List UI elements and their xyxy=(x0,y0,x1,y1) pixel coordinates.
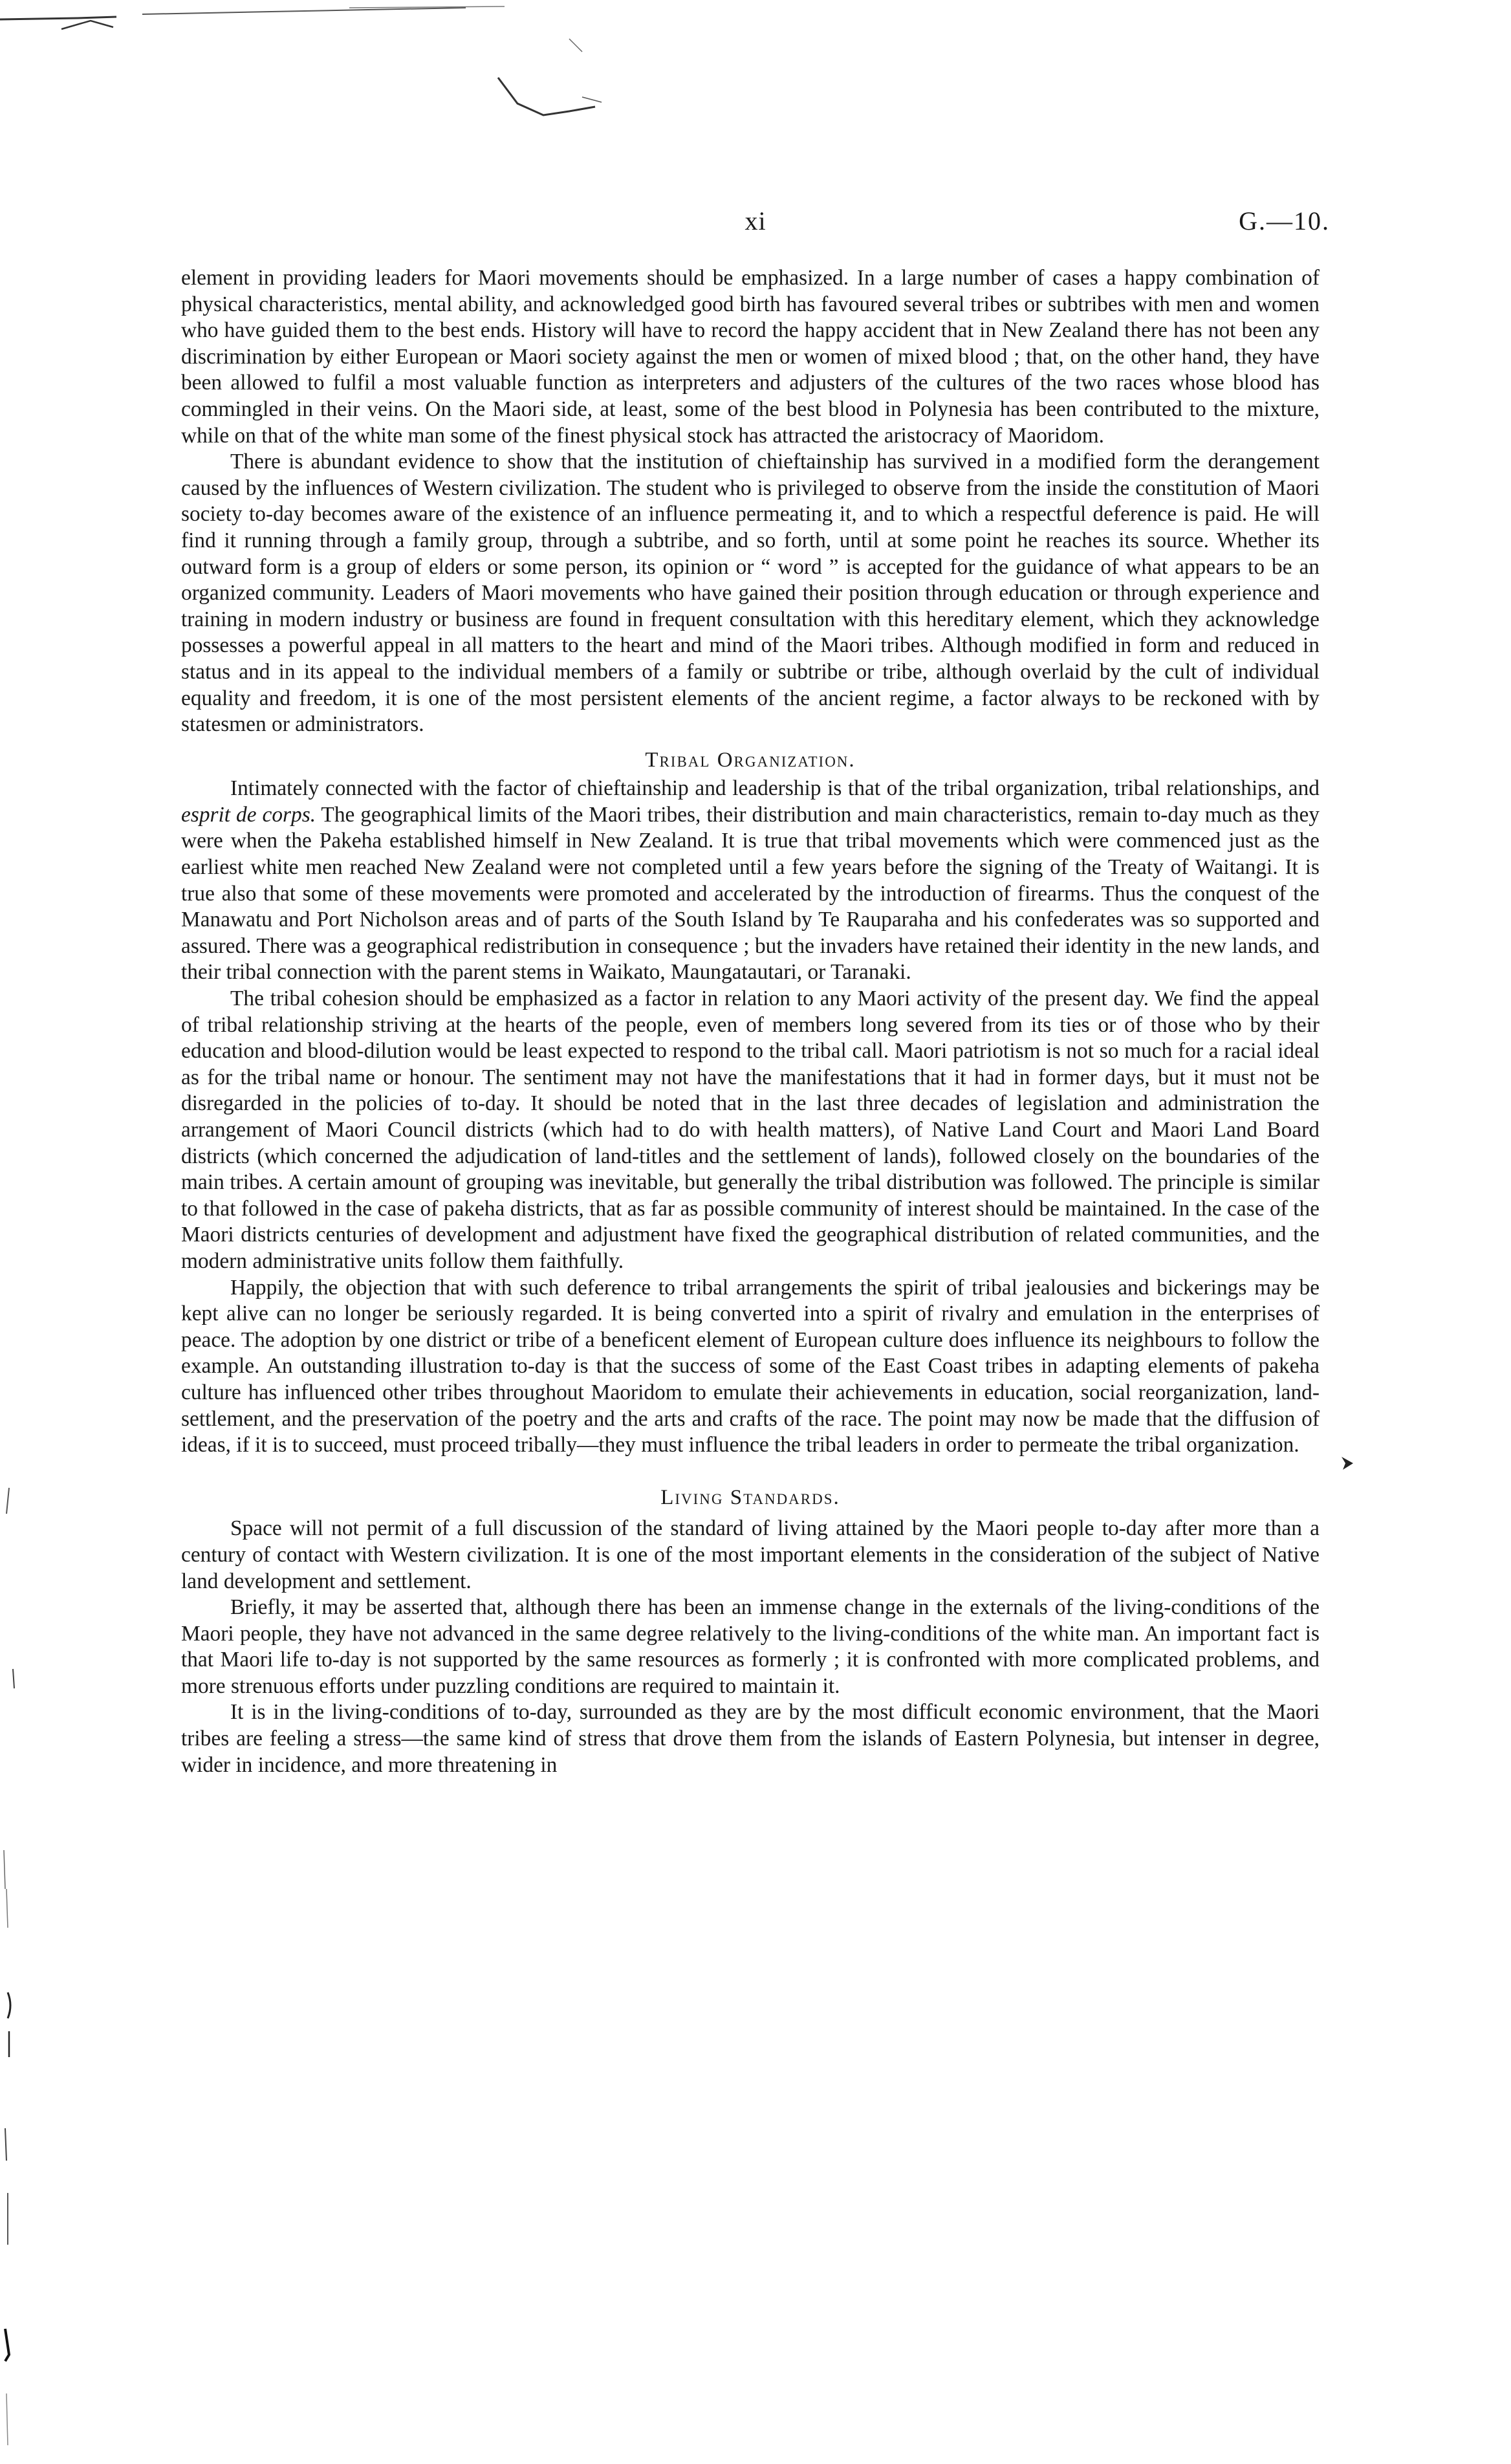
heading-living-standards: Living Standards. xyxy=(660,1485,840,1509)
heading-tribal-organization: Tribal Organization. xyxy=(645,748,856,772)
tribal-text-part-1: Intimately connected with the factor of chieftainship and leadership is that of the tribal organization, tribal relationships, and xyxy=(230,776,1320,801)
scan-artifact-marks xyxy=(0,0,1511,168)
left-margin-marks xyxy=(0,1475,26,2458)
paragraph-living-stress: It is in the living-conditions of to-day, surrounded as they are by the most difficult economic environment, that the Maori tribes are feeling a stress—the same kind of stress that drove them from the islands of Eastern Polynesia, but intenser in degree, wider in incidence, and more threatening in xyxy=(181,1700,1320,1777)
right-margin-arrow-mark xyxy=(1338,1454,1357,1474)
tribal-text-italic: esprit de corps. xyxy=(181,802,316,827)
page-number: xi xyxy=(745,206,766,235)
document-body xyxy=(181,265,1320,1778)
paragraph-tribal-rivalry: Happily, the objection that with such deference to tribal arrangements the spirit of tribal jealousies and bickerings may be kept alive can no longer be seriously regarded. It is being converted into a spirit of rivalry and emulation in the enterprises of peace. The adoption by one district or tribe of a beneficent element of European culture does influence its neighbours to follow the example. An outstanding illustration to-day is that the success of some of the East Coast tribes in adapting elements of pakeha culture has influenced other tribes throughout Maoridom to emulate their achievements in education, social reorganization, land-settlement, and the preservation of the poetry and the arts and crafts of the race. The point may now be made that the diffusion of ideas, if it is to succeed, must proceed tribally—they must influence the tribal leaders in order to permeate the tribal organization. xyxy=(181,1275,1320,1457)
paragraph-chieftainship: There is abundant evidence to show that the institution of chieftainship has survived in a modified form the derangement caused by the influences of Western civilization. The student who is privileged to observe from the inside the constitution of Maori society to-day becomes aware of the existence of an influence permeating it, and to which a respectful deference is paid. He will find it running through a family group, through a subtribe, and so forth, until at some point he reaches its source. Whether its outward form is a group of elders or some person, its opinion or “ word ” is accepted for the guidance of what appears to be an organized community. Leaders of Maori movements who have gained their position through education or through experience and training in modern industry or business are found in frequent consultation with this hereditary element, which they acknowledge possesses a powerful appeal in all matters to the heart and mind of the Maori tribes. Although modified in form and reduced in status and in its appeal to the individual members of a family or subtribe or tribe, although overlaid by the cult of individual equality and freedom, it is one of the most persistent elements of the ancient regime, a factor always to be reckoned with by statesmen or administrators. xyxy=(181,450,1320,737)
paragraph-living-space: Space will not permit of a full discussion of the standard of living attained by the Maori people to-day after more than a century of contact with Western civilization. It is one of the most important elements in the consideration of the subject of Native land development and settlement. xyxy=(181,1516,1320,1593)
page-header xyxy=(181,206,1330,245)
paragraph-leaders: element in providing leaders for Maori movements should be emphasized. In a large number of cases a happy combination of physical characteristics, mental ability, and acknowledged good birth has favoured several tribes or subtribes with men and women who have guided them to the best ends. History will have to record the happy accident that in New Zealand there has not been any discrimination by either European or Maori society against the men or women of mixed blood ; that, on the other hand, they have been allowed to fulfil a most valuable function as interpreters and adjusters of the cultures of the two races whose blood has commingled in their veins. On the Maori side, at least, some of the best blood in Polynesia has been contributed to the mixture, while on that of the white man some of the finest physical stock has attracted the aristocracy of Maoridom. xyxy=(181,266,1320,448)
tribal-text-part-2: The geographical limits of the Maori tribes, their distribution and main characteristics, remain to-day much as they were when the Pakeha established himself in New Zealand. It is true that tribal movements which were commenced just as the earliest white men reached New Zealand were not completed until a few years before the signing of the Treaty of Waitangi. It is true also that some of these movements were promoted and accelerated by the introduction of firearms. Thus the conquest of the Manawatu and Port Nicholson areas and of parts of the South Island by Te Rauparaha and his confederates was so supported and assured. There was a geographical redistribution in consequence ; but the invaders have retained their identity in the new lands, and their tribal connection with the parent stems in Waikato, Maungatautari, or Taranaki. xyxy=(181,802,1320,985)
paragraph-tribal-cohesion: The tribal cohesion should be emphasized as a factor in relation to any Maori activity of the present day. We find the appeal of tribal relationship striving at the hearts of the people, even of members long severed from its ties or of those who by their education and blood-dilution would be least expected to respond to the tribal call. Maori patriotism is not so much for a racial ideal as for the tribal name or honour. The sentiment may not have the manifestations that it had in former days, but it must not be disregarded in the policies of to-day. It should be noted that in the last three decades of legislation and administration the arrangement of Maori Council districts (which had to do with health matters), of Native Land Court and Maori Land Board districts (which concerned the adjudication of land-titles and the settlement of lands), followed closely on the boundaries of the main tribes. A certain amount of grouping was inevitable, but generally the tribal distribution was followed. The principle is similar to that followed in the case of pakeha districts, that as far as possible community of interest should be maintained. In the case of the Maori districts centuries of development and adjustment have fixed the geographical distribution of related communities, and the modern administrative units follow them faithfully. xyxy=(181,987,1320,1273)
paragraph-living-briefly: Briefly, it may be asserted that, although there has been an immense change in the externals of the living-conditions of the Maori people, they have not advanced in the same degree relatively to the living-conditions of the white man. An important fact is that Maori life to-day is not supported by the same resources as formerly ; it is confronted with more complicated problems, and more strenuous efforts under puzzling conditions are required to maintain it. xyxy=(181,1595,1320,1698)
paragraph-tribal-organization xyxy=(181,776,1320,986)
document-code: G.—10. xyxy=(1239,206,1330,235)
